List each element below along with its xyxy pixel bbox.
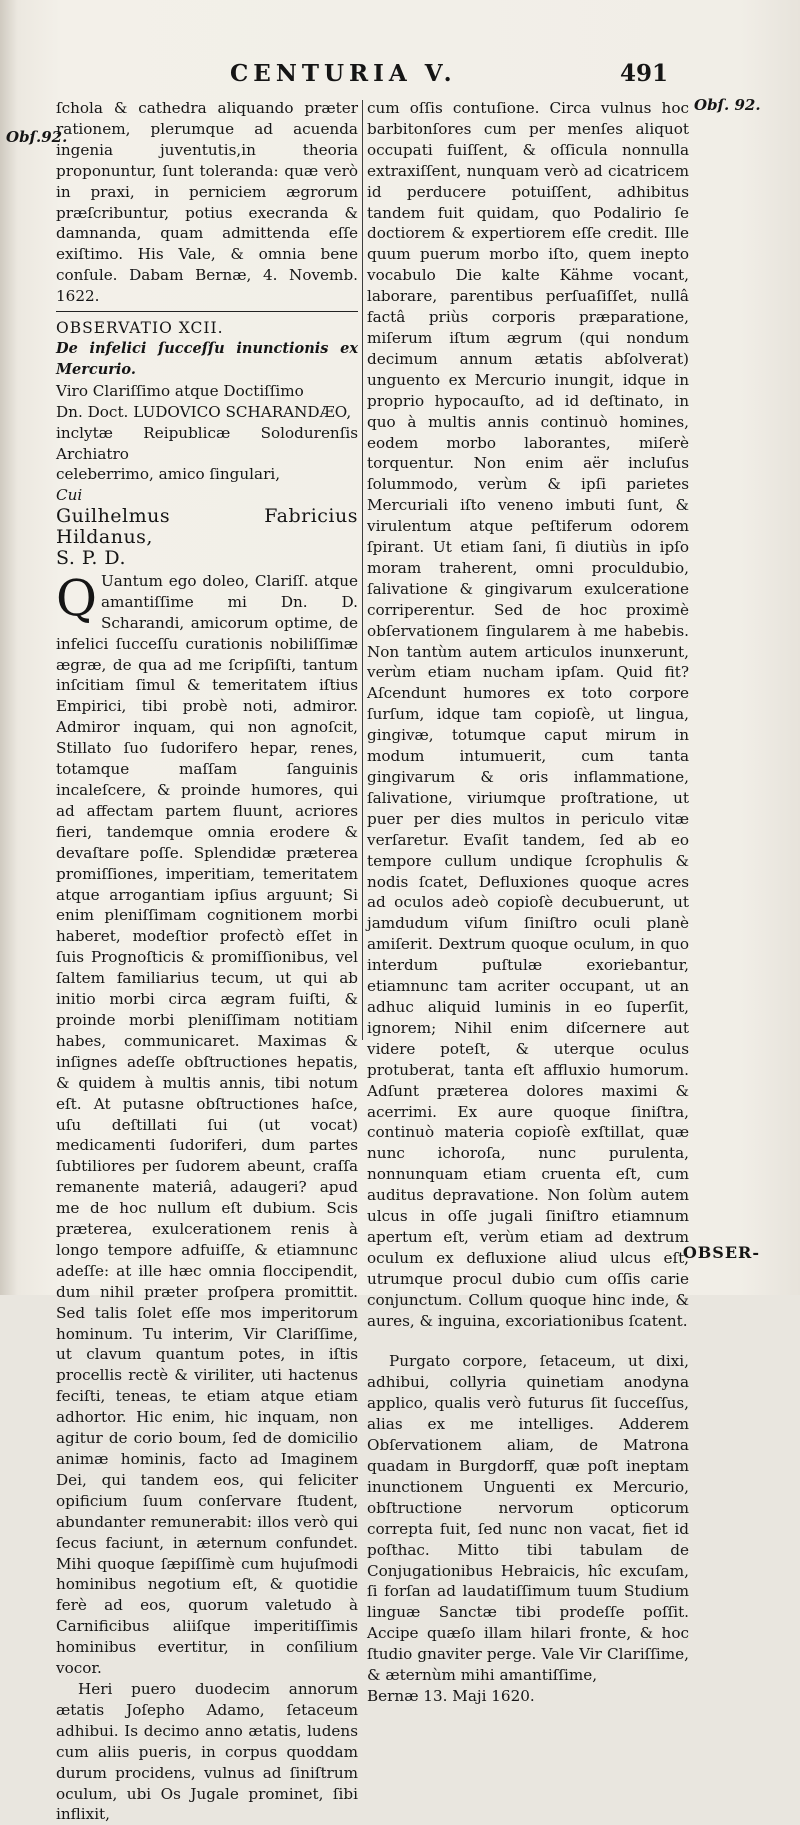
dedication-line-4: celeberrimo, amico ſingulari, (56, 465, 281, 484)
intro-paragraph: ſchola & cathedra aliquando præter rationem, plerumque ad acuenda ingenia juventutis,in theoria proponuntur, ſunt toleranda: quæ verò in praxi, in perniciem ægrorum præſcribuntur, potius execranda & damnanda, quam admittenda eſſe exiſtimo. His Vale, & omnia bene conſule. Dabam Bernæ, 4. Novemb. 1622. (56, 99, 358, 306)
running-header (230, 60, 750, 96)
dedication-cui: Cui (56, 486, 83, 505)
margin-note-left: Obſ.92. (6, 128, 68, 146)
catchword: OBSER- (682, 1243, 760, 1262)
paragraph-gap (367, 1331, 689, 1351)
right-paragraph-1: cum oſſis contuſione. Circa vulnus hoc barbitonſores cum per menſes aliquot occupati fuiſſent, & oſſicula nonnulla extraxiſſent, nunquam verò ad cicatricem id perducere potuiſſent, adhibitus tandem fuit quidam, quo Podalirio ſe doctiorem & expertiorem eſſe credit. Ille quum puerum morbo iſto, quem inepto vocabulo Die kalte Kähme vocant, laborare, parentibus perſuaſiſſet, nullâ factâ priùs corporis præparatione, miſerum iſtum ægrum (qui nondum decimum annum ætatis abſolverat) unguento ex Mercurio inungit, idque in proprio hypocauſto, ad id deſtinato, in quo à multis annis continuò homines, eodem morbo laborantes, miſerè torquentur. Non enim aër incluſus ſolummodo, verùm & ipſi parietes Mercuriali iſto veneno imbuti ſunt, & virulentum atque peſtiferum odorem ſpirant. Ut etiam ſani, ſi diutiùs in ipſo moram traherent, omni proculdubio, ſalivatione & gingivarum exulceratione corriperentur. Sed de hoc proximè obſervationem ſingularem à me habebis. Non tantùm autem articulos inunxerunt, verùm etiam nucham ipſam. Quid fit? Aſcendunt humores ex toto corpore ſurſum, idque tam copioſè, ut lingua, gingivæ, totumque caput mirum in modum intumuerit, cum tanta gingivarum & oris inflammatione, ſalivatione, viriumque proſtratione, ut puer per dies multos in periculo vitæ verſaretur. Evaſit tandem, ſed ab eo tempore cullum undique ſcrophulis & nodis ſcatet, Defluxiones quoque acres ad oculos adeò copioſè decubuerunt, ut jamdudum viſum ſiniſtro oculi planè amiſerit. Dextrum quoque oculum, in quo interdum puſtulæ exoriebantur, etiamnunc tam acriter occupant, ut an adhuc aliquid luminis in eo ſuperſit, ignorem; Nihil enim diſcernere aut videre poteſt, & uterque oculus protuberat, tanta eſt affluxio humorum. Adſunt præterea dolores maximi & acerrimi. Ex aure quoque ſiniſtra, continuò materia copioſè exſtillat, quæ nunc ichoroſa, nunc purulenta, nonnunquam etiam cruenta eſt, cum auditus depravatione. Non ſolùm autem ulcus in oſſe jugali ſiniſtro etiamnum apertum eſt, verùm etiam ad dextrum oculum ex defluxione aliud ulcus eſt, utrumque procul dubio cum oſſis carie conjunctum. Collum quoque hinc inde, & aures, & inguina, excoriationibus ſcatent. (367, 99, 689, 1330)
observation-heading: OBSERVATIO XCII. (56, 319, 224, 338)
observation-subtitle: De infelici ſucceſſu inunctionis ex Mercurio. (56, 339, 358, 378)
left-column (56, 98, 358, 1825)
dateline: Bernæ 13. Maji 1620. (367, 1686, 535, 1705)
running-title: CENTURIA V. (230, 60, 457, 87)
main-paragraph: Uantum ego doleo, Clariſſ. atque amantiſſime mi Dn. D. Scharandi, amicorum optime, de infelici ſucceſſu curationis nobiliſſimæ ægræ, de qua ad me ſcripſiſti, tantum inſcitiam ſimul & temeritatem iſtius Empirici, tibi probè noti, admiror. Admiror inquam, qui non agnoſcit, Stillato ſuo ſudorifero hepar, renes, totamque maſſam ſanguinis incaleſcere, & proinde humores, qui ad affectam partem fluunt, acriores fieri, tandemque omnia erodere & devaſtare poſſe. Splendidæ præterea promiſſiones, imperitiam, temeritatem atque arrogantiam ipſius arguunt; Si enim pleniſſimam cognitionem morbi haberet, modeſtior profectò eſſet in ſuis Prognoſticis & promiſſionibus, vel ſaltem familiarius tecum, ut qui ab initio morbi circa ægram fuiſti, & proinde morbi pleniſſimam notitiam habes, communicaret. Maximas & inſignes adeſſe obſtructiones hepatis, & quidem à multis annis, tibi notum eſt. At putasne obſtructiones haſce, uſu deſtillati ſui (ut vocat) medicamenti ſudoriferi, dum partes ſubtiliores per ſudorem abeunt, craſſa remanente materiâ, adaugeri? apud me de hoc nullum eſt dubium. Scis præterea, exulcerationem renis à longo tempore adfuiſſe, & etiamnunc adeſſe: at ille hæc omnia floccipendit, dum nihil præter proſpera promittit. Sed talis ſolet eſſe mos imperitorum hominum. Tu interim, Vir Clariſſime, ut clavum quantum potes, in iſtis procellis rectè & viriliter, uti hactenus feciſti, teneas, te etiam atque etiam adhortor. Hic enim, hic inquam, non agitur de corio boum, ſed de domicilio animæ hominis, facto ad Imaginem Dei, qui tandem eos, qui feliciter opificium ſuum conſervare ſtudent, abundanter remunerabit: illos verò qui ſecus faciunt, in æternum confundet. Mihi quoque ſæpiſſimè cum hujuſmodi hominibus negotium eſt, & quotidie ferè ad eos, quorum valetudo à Carnificibus aliiſque imperitiſſimis hominibus evertitur, in conſilium vocor. (56, 571, 358, 1678)
page-number: 491 (620, 60, 669, 87)
author-name: Guilhelmus Fabricius Hildanus, (56, 505, 358, 549)
right-column (367, 98, 689, 1707)
section-rule (56, 311, 358, 312)
case-paragraph: Heri puero duodecim annorum ætatis Joſepho Adamo, ſetaceum adhibui. Is decimo anno ætatis, ludens cum aliis pueris, in corpus quoddam durum procidens, vulnus ad ſiniſtrum oculum, ubi Os Jugale prominet, ſibi inflixit, (56, 1679, 358, 1824)
dedication-line-3: inclytæ Reipublicæ Solodurenſis Archiatro (56, 423, 358, 463)
dedication-line-2: Dn. Doct. LUDOVICO SCHARANDÆO, (56, 402, 352, 421)
dedication-line-1: Viro Clariſſimo atque Doctiſſimo (56, 381, 304, 400)
margin-note-right: Obſ. 92. (694, 96, 761, 114)
right-paragraph-2: Purgato corpore, ſetaceum, ut dixi, adhibui, collyria quinetiam anodyna applico, qualis verò futurus ſit ſucceſſus, alias ex me intelliges. Adderem Obſervationem aliam, de Matrona quadam in Burgdorff, quæ poſt ineptam inunctionem Unguenti ex Mercurio, obſtructione nervorum opticorum correpta fuit, ſed nunc non vacat, fiet id poſthac. Mitto tibi tabulam de Conjugationibus Hebraicis, hîc excuſam, ſi forſan ad laudatiſſimum tuum Studium linguæ Sanctæ tibi prodeſſe poſſit. Accipe quæſo illam hilari fronte, & hoc ſtudio gnaviter perge. Vale Vir Clariſſime, & æternùm mihi amantiſſime, (367, 1352, 689, 1685)
drop-cap: Q (56, 568, 97, 627)
column-divider (362, 100, 363, 1040)
salutation: S. P. D. (56, 547, 127, 570)
